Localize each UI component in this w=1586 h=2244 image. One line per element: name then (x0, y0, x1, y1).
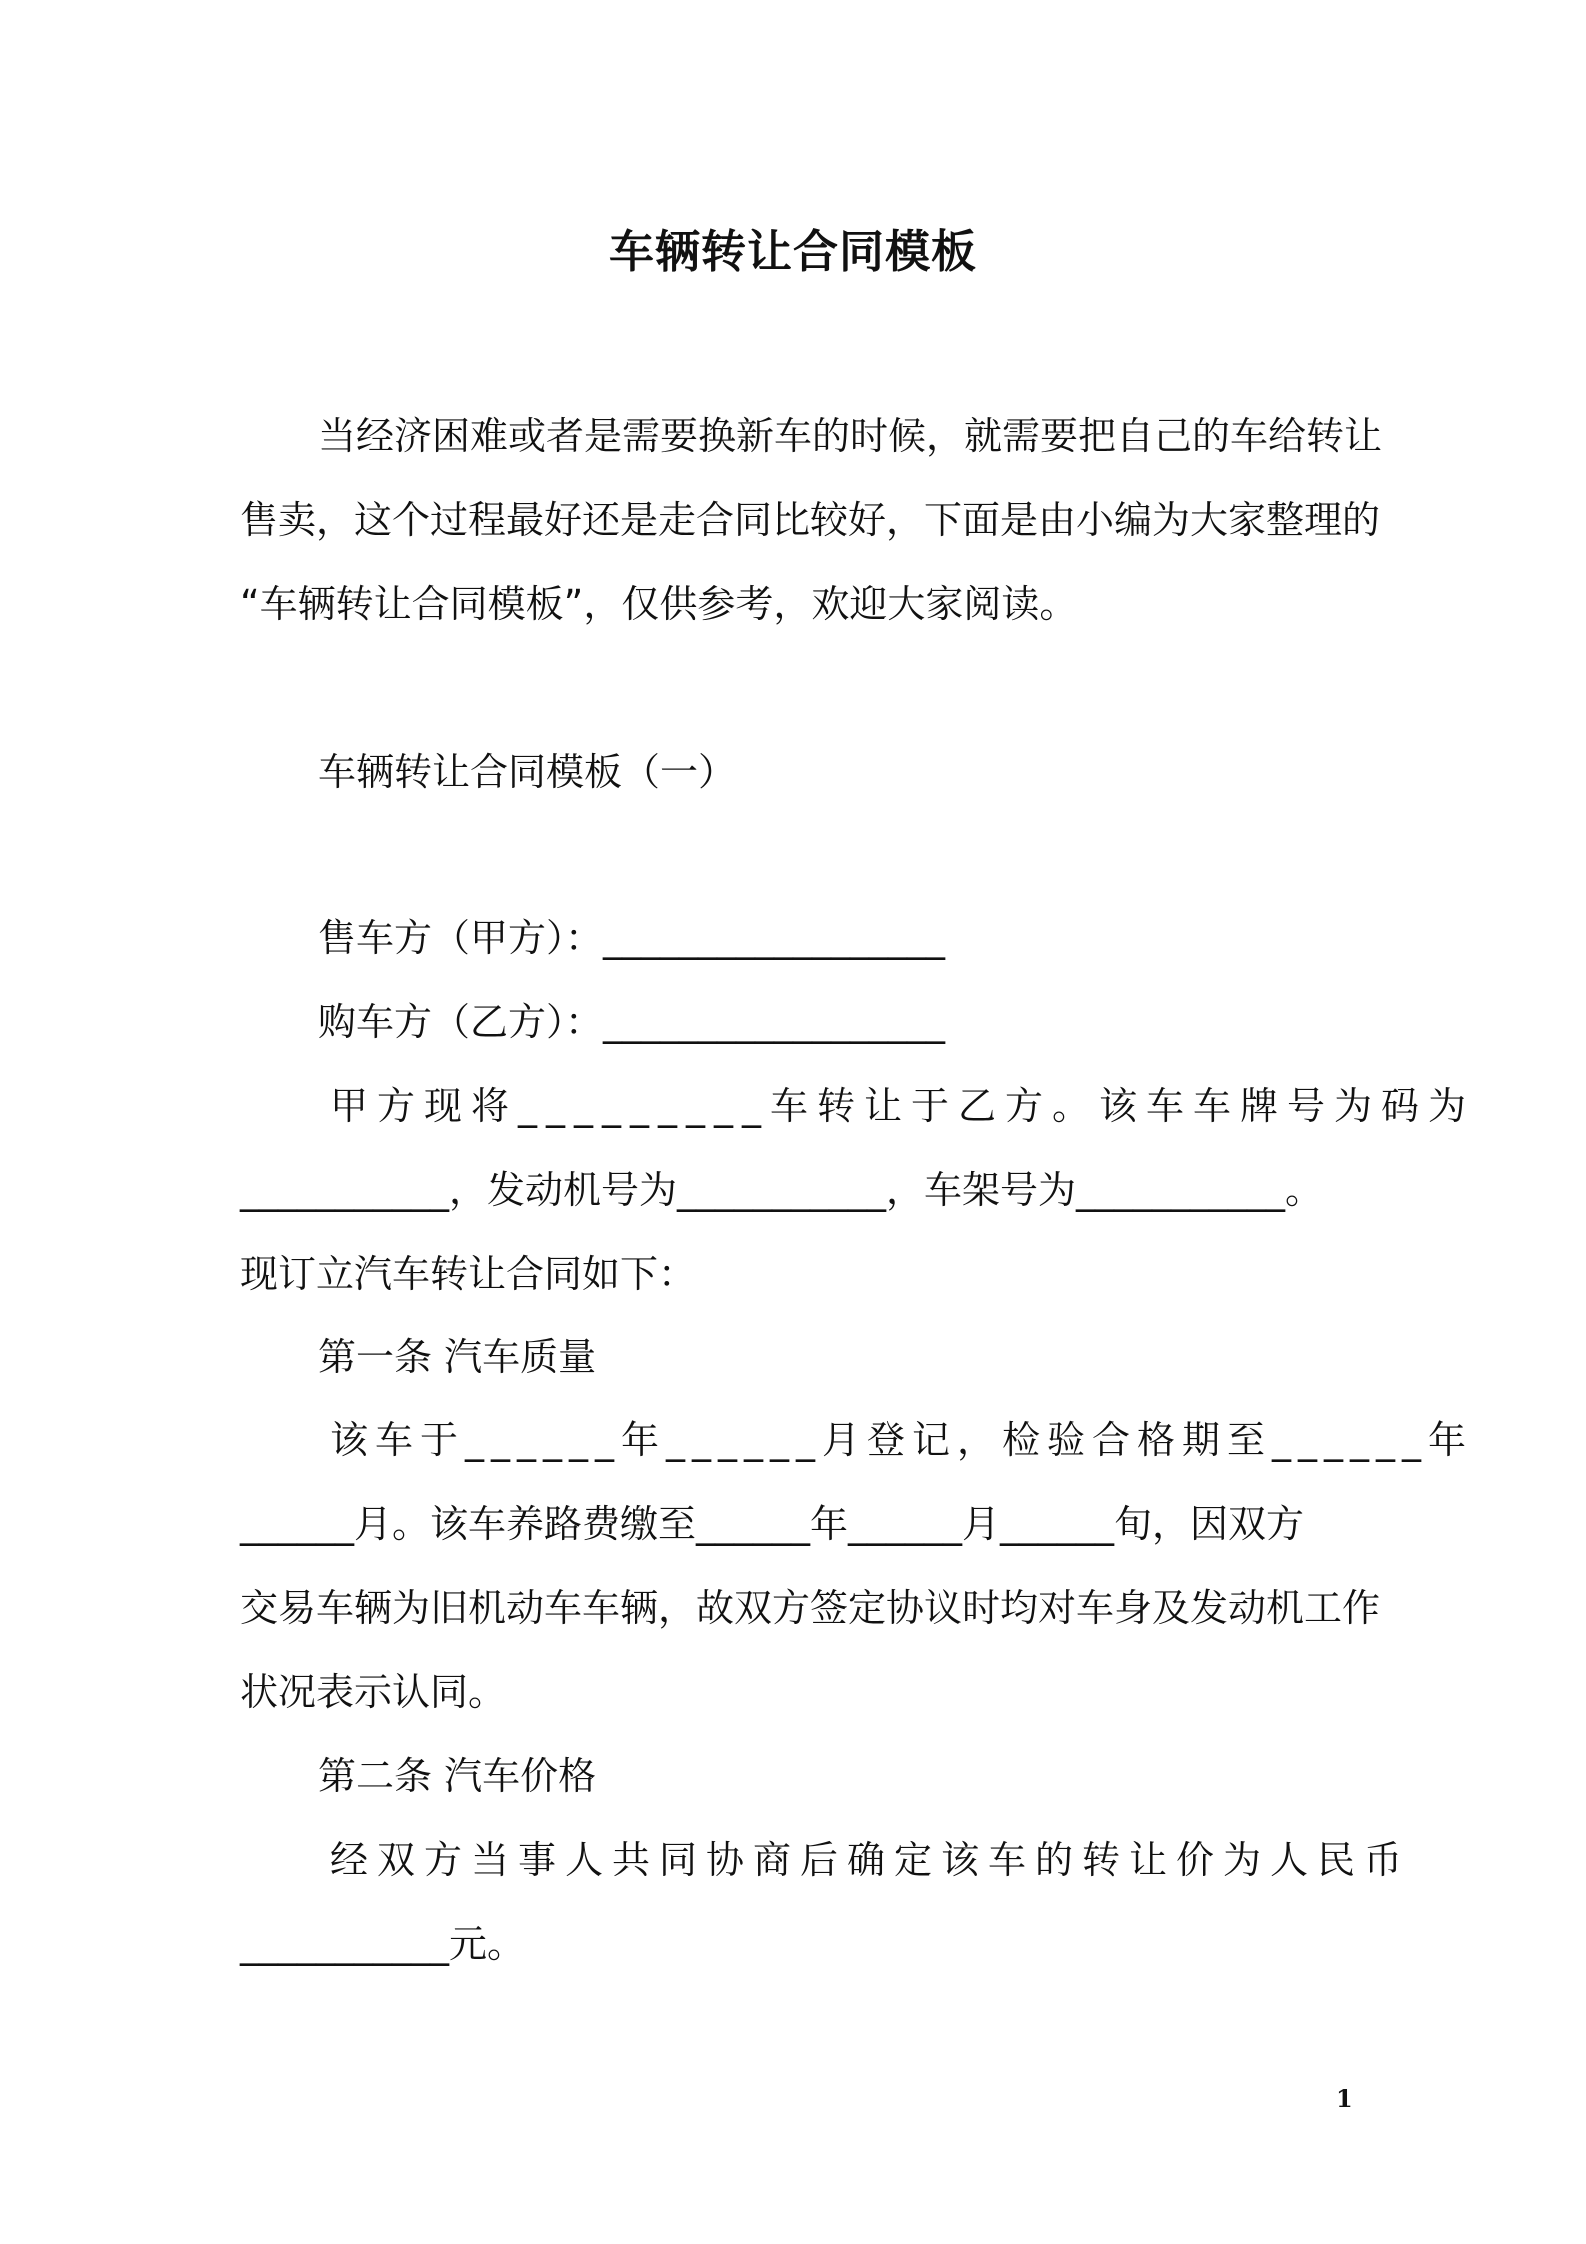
article-1-line-3: 交易车辆为旧机动车车辆，故双方签定协议时均对车身及发动机工作 (240, 1586, 1381, 1630)
article-1-heading: 第一条 汽车质量 (318, 1335, 597, 1379)
clause-intro-line-3: 现订立汽车转让合同如下： (240, 1252, 697, 1296)
intro-line-2: 售卖，这个过程最好还是走合同比较好，下面是由小编为大家整理的 (240, 498, 1381, 542)
clause-intro-line-2: ___________，发动机号为___________，车架号为___________。 (240, 1168, 1324, 1212)
document-title: 车辆转让合同模板 (608, 225, 977, 278)
clause-intro-line-1: 甲方现将_________车转让于乙方。该车车牌号为码为 (330, 1084, 1476, 1128)
seller-line: 售车方（甲方）：__________________ (318, 916, 946, 960)
intro-line-3: “车辆转让合同模板”，仅供参考，欢迎大家阅读。 (240, 582, 1078, 626)
article-2-heading: 第二条 汽车价格 (318, 1754, 597, 1798)
article-1-line-2: ______月。该车养路费缴至______年______月______旬，因双方 (240, 1502, 1305, 1546)
article-2-line-1: 经双方当事人共同协商后确定该车的转让价为人民币 (330, 1838, 1412, 1882)
intro-line-1: 当经济困难或者是需要换新车的时候，就需要把自己的车给转让 (318, 414, 1383, 458)
section-title: 车辆转让合同模板（一） (318, 750, 737, 794)
page-number: 1 (1336, 2084, 1353, 2113)
article-1-line-4: 状况表示认同。 (240, 1670, 507, 1714)
article-2-line-2: ___________元。 (240, 1922, 526, 1966)
article-1-line-1: 该车于______年______月登记，检验合格期至______年 (330, 1418, 1474, 1462)
buyer-line: 购车方（乙方）：__________________ (318, 1000, 946, 1044)
